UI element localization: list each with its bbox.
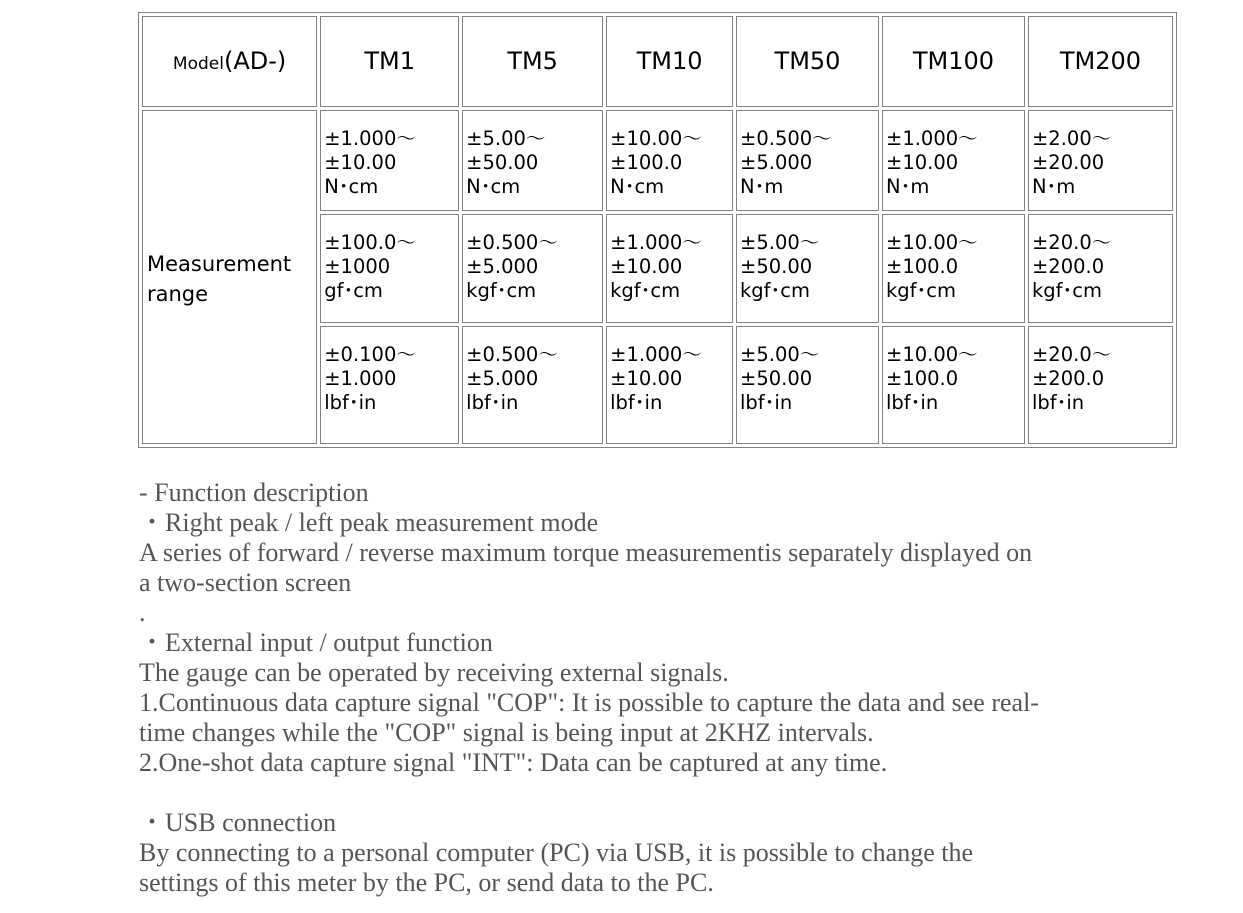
range-unit: lbf･in	[466, 391, 519, 415]
range-min: ±5.00～	[740, 231, 820, 255]
range-unit: kgf･cm	[1031, 279, 1102, 303]
range-min: ±5.00～	[466, 126, 546, 150]
range-min: ±100.0～	[324, 231, 416, 255]
range-max: ±50.00	[740, 255, 813, 279]
table-row	[142, 110, 1173, 212]
range-min: ±0.500～	[740, 126, 832, 150]
range-unit: lbf･in	[740, 391, 793, 415]
range-min: ±1.000～	[610, 231, 702, 255]
range-max: ±50.00	[466, 150, 539, 174]
range-cell	[1028, 110, 1173, 212]
range-unit: lbf･in	[324, 391, 377, 415]
range-cell	[606, 214, 733, 323]
range-min: ±10.00～	[885, 343, 978, 367]
model-header-tm5: TM5	[462, 16, 603, 107]
peak-mode-text: A series of forward / reverse maximum torque measurementis separately displayed on	[139, 538, 1033, 567]
range-cell	[462, 110, 603, 212]
range-cell	[1028, 326, 1173, 444]
range-min: ±2.00～	[1031, 126, 1112, 150]
range-max: ±1000	[324, 255, 391, 279]
external-io-text: The gauge can be operated by receiving external signals.	[139, 658, 729, 687]
range-unit: lbf･in	[610, 391, 663, 415]
function-description	[139, 478, 1199, 898]
range-cell	[882, 110, 1025, 212]
range-min: ±20.0～	[1031, 343, 1112, 367]
range-unit: kgf･cm	[466, 279, 537, 303]
range-unit: N･m	[740, 174, 784, 198]
range-max: ±100.0	[610, 150, 683, 174]
range-max: ±200.0	[1031, 367, 1105, 391]
range-max: ±5.000	[466, 367, 539, 391]
model-header-tm10: TM10	[606, 16, 733, 107]
model-header-tm50: TM50	[736, 16, 879, 107]
model-header-tm200: TM200	[1028, 16, 1173, 107]
model-header-tm1: TM1	[320, 16, 459, 107]
range-min: ±0.500～	[466, 231, 558, 255]
range-min: ±20.0～	[1031, 231, 1112, 255]
range-unit: N･cm	[610, 174, 665, 198]
range-min: ±1.000～	[324, 126, 416, 150]
range-cell	[882, 214, 1025, 323]
usb-text: settings of this meter by the PC, or send data to the PC.	[139, 868, 714, 897]
peak-mode-text: a two-section screen	[139, 568, 352, 597]
external-io-title: ・External input / output function	[139, 628, 493, 657]
range-min: ±10.00～	[885, 231, 978, 255]
range-cell	[736, 110, 879, 212]
range-cell	[736, 326, 879, 444]
range-cell	[606, 326, 733, 444]
range-unit: gf･cm	[324, 279, 383, 303]
range-unit: kgf･cm	[740, 279, 811, 303]
model-header-tm100: TM100	[882, 16, 1025, 107]
range-cell	[320, 110, 459, 212]
range-cell	[1028, 214, 1173, 323]
range-max: ±10.00	[324, 150, 397, 174]
peak-mode-title: ・Right peak / left peak measurement mode	[139, 508, 599, 537]
range-max: ±10.00	[610, 255, 683, 279]
range-max: ±1.000	[324, 367, 397, 391]
range-unit: N･m	[1031, 174, 1076, 198]
row-label-line: Measurement	[147, 251, 292, 276]
external-io-text: time changes while the "COP" signal is being input at 2KHZ intervals.	[139, 718, 874, 747]
range-cell	[606, 110, 733, 212]
range-cell	[462, 326, 603, 444]
peak-mode-dot: .	[139, 598, 146, 627]
range-unit: N･cm	[466, 174, 521, 198]
table-header-row	[142, 16, 1173, 107]
range-cell	[882, 326, 1025, 444]
range-max: ±5.000	[466, 255, 539, 279]
range-min: ±10.00～	[610, 126, 702, 150]
range-cell	[320, 214, 459, 323]
range-cell	[320, 326, 459, 444]
range-cell	[736, 214, 879, 323]
range-max: ±10.00	[885, 150, 959, 174]
model-prefix: Model	[172, 54, 224, 75]
range-min: ±1.000～	[610, 343, 702, 367]
measurement-range-label	[142, 110, 317, 444]
external-io-text: 1.Continuous data capture signal "COP": It is possible to capture the data and see real-	[139, 688, 1039, 717]
range-min: ±5.00～	[740, 343, 820, 367]
range-unit: kgf･cm	[610, 279, 681, 303]
range-max: ±100.0	[885, 255, 959, 279]
range-max: ±100.0	[885, 367, 959, 391]
range-max: ±200.0	[1031, 255, 1105, 279]
range-min: ±0.100～	[324, 343, 416, 367]
range-unit: kgf･cm	[885, 279, 956, 303]
row-label-line: range	[147, 281, 209, 306]
usb-title: ・USB connection	[139, 808, 337, 837]
range-unit: N･cm	[324, 174, 379, 198]
range-max: ±10.00	[610, 367, 683, 391]
range-unit: lbf･in	[885, 391, 939, 415]
range-unit: N･m	[885, 174, 930, 198]
usb-text: By connecting to a personal computer (PC) via USB, it is possible to change the	[139, 838, 974, 867]
blank-line	[139, 778, 1199, 808]
model-header-cell	[142, 16, 317, 107]
range-max: ±50.00	[740, 367, 813, 391]
external-io-text: 2.One-shot data capture signal "INT": Data can be captured at any time.	[139, 748, 888, 777]
range-max: ±20.00	[1031, 150, 1105, 174]
range-max: ±5.000	[740, 150, 813, 174]
model-suffix: (AD-)	[223, 47, 287, 76]
description-heading: - Function description	[139, 478, 369, 507]
range-unit: lbf･in	[1031, 391, 1085, 415]
range-min: ±0.500～	[466, 343, 558, 367]
range-cell	[462, 214, 603, 323]
spec-table	[138, 12, 1177, 448]
range-min: ±1.000～	[885, 126, 978, 150]
